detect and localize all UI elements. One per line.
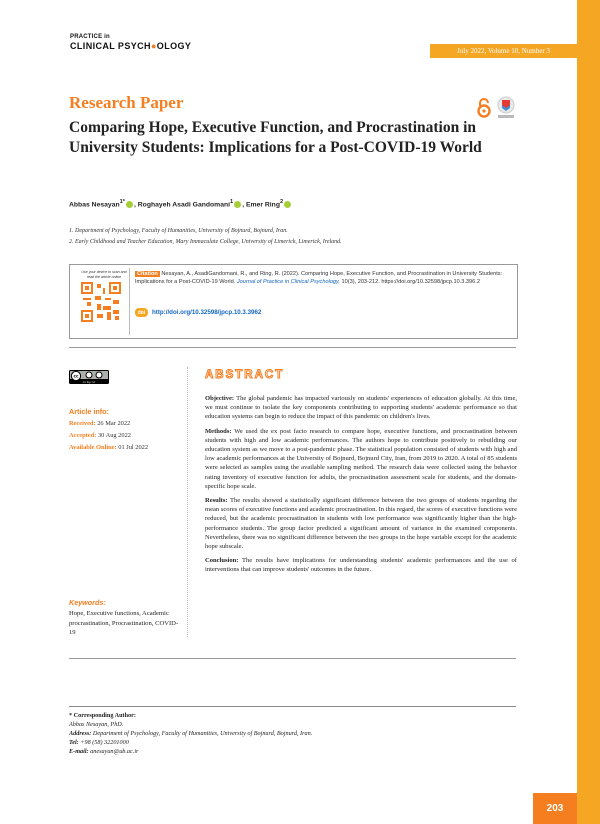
journal-logo-main: CLINICAL PSYCH●OLOGY bbox=[70, 41, 192, 51]
svg-text:cc: cc bbox=[73, 373, 79, 379]
author-name: Roghayeh Asadi Gandomani bbox=[137, 201, 231, 209]
abstract-results: Results: The results showed a statistically significant difference between the two groups of students regarding the mean scores of executive functions and academic procrastination. In this regard, the scores of executive functions were reduced, but the academic procrastination in students with low performance was significantly higher than the high-performance students. The group factor predicted a significant amount of variance in the examined components. Nevertheless, there was no significant difference between the two groups in the hope variable except for the academic hope subscale. bbox=[205, 497, 517, 551]
author-name: Abbas Nesayan bbox=[69, 201, 120, 209]
online-date: Available Online: 01 Jul 2022 bbox=[69, 444, 149, 451]
issue-bar: July 2022, Volume 10, Number 3 bbox=[430, 44, 577, 58]
affiliation: 2. Early Childhood and Teacher Education, Mary Immaculate College, University of Limerick, Limerick, Ireland. bbox=[69, 239, 342, 245]
abstract-heading bbox=[205, 367, 315, 380]
journal-logo-top: PRACTICE in bbox=[70, 34, 110, 40]
divider bbox=[69, 347, 516, 348]
abstract-methods: Methods: We used the ex post facto research to compare hope, executive functions, and procrastination between students with high and low academic performances. The authors hope to contribute positively to rebuilding our education system as we move to a post-pandemic phase. The statistical population consisted of students with high and low academic performances at the University of Bojnurd, Bojnurd City, Iran, from 2019 to 2020. A total of 85 students were selected as samples using the available sampling method. The research data were collected using the behavior rating inventory of executive function for adults, the procrastination assessment scale for students, and the domain-specific hope scale. bbox=[205, 427, 517, 490]
svg-text:cc by nc: cc by nc bbox=[82, 380, 96, 384]
crossmark-icon[interactable] bbox=[496, 96, 516, 120]
article-title: Comparing Hope, Executive Function, and Procrastination in University Students: Implications for a Post-COVID-19 World bbox=[69, 119, 482, 156]
cc-license-badge[interactable] bbox=[69, 370, 109, 384]
author-list: Abbas Nesayan$^{1*}$ , Roghayeh Asadi Gandomani$^1$ , Emer Ring$^2$ bbox=[69, 199, 292, 208]
affiliation: 1. Department of Psychology, Faculty of Humanities, University of Bojnurd, Bojnurd, Iran. bbox=[69, 228, 288, 234]
qr-code-icon[interactable] bbox=[81, 282, 121, 322]
keywords-list: Hope, Executive functions, Academic procrastination, Procrastination, COVID-19 bbox=[69, 610, 179, 636]
divider bbox=[69, 658, 516, 659]
corresponding-author: * Corresponding Author: Abbas Nesayan, PhD. Address: Department of Psychology, Faculty of Humanities, University of Bojnurd, Bojnurd, Iran. Tel: +98 (58) 32201000 E-mail: anesayan@ub.ac.ir bbox=[69, 706, 516, 756]
abstract-conclusion: Conclusion: The results have implications for understanding students' academic performances and the use of interventions that can improve students' outcomes in the future. bbox=[205, 557, 517, 574]
svg-text:ABSTRACT: ABSTRACT bbox=[205, 369, 285, 380]
article-info-heading: Article info: bbox=[69, 407, 109, 416]
journal-link[interactable]: Journal of Practice in Clinical Psychology, bbox=[236, 279, 340, 285]
citation-label: Citation bbox=[137, 271, 158, 277]
doi-link[interactable]: http://doi.org/10.32598/jpcp.10.3.3962 bbox=[152, 309, 262, 316]
citation-box bbox=[69, 264, 518, 339]
page-number: 203 bbox=[533, 793, 577, 824]
keywords-heading: Keywords: bbox=[69, 598, 106, 607]
orcid-icon[interactable] bbox=[126, 201, 133, 208]
qr-panel bbox=[73, 268, 130, 335]
article-type: Research Paper bbox=[69, 93, 184, 112]
qr-caption: Use your device to scan and read the article online bbox=[81, 270, 127, 279]
doi-line[interactable] bbox=[135, 308, 261, 317]
side-stripe bbox=[577, 0, 600, 824]
citation-text: Citation Nesayan, A., AsadiGandomani, R., and Ring, R. (2022). Comparing Hope, Executive Function, and Procrastination in University Students: Implications for a Post-COVID-19 World. Journal of Practice in Clinical Psychology, 10(3), 203-212. https://doi.org/10.32598/jpcp.10.3.396.2 bbox=[135, 271, 503, 285]
column-divider bbox=[187, 367, 189, 637]
accepted-date: Accepted: 30 Aug 2022 bbox=[69, 432, 131, 439]
open-access-icon[interactable] bbox=[476, 98, 492, 118]
abstract-objective: Objective: The global pandemic has impacted variously on students' experiences of education globally. At this time, we must continue to isolate the key components contributing to supporting students' academic performance so that education systems can begin to reduce the impact of this pandemic on children's lives. bbox=[205, 395, 517, 421]
orcid-icon[interactable] bbox=[234, 201, 241, 208]
received-date: Received: 26 Mar 2022 bbox=[69, 420, 131, 427]
author-name: Emer Ring bbox=[245, 201, 280, 209]
abstract-body bbox=[205, 394, 517, 580]
orcid-icon[interactable] bbox=[284, 201, 291, 208]
doi-icon: doi bbox=[135, 308, 148, 317]
email-link[interactable]: anesayan@ub.ac.ir bbox=[88, 748, 139, 755]
